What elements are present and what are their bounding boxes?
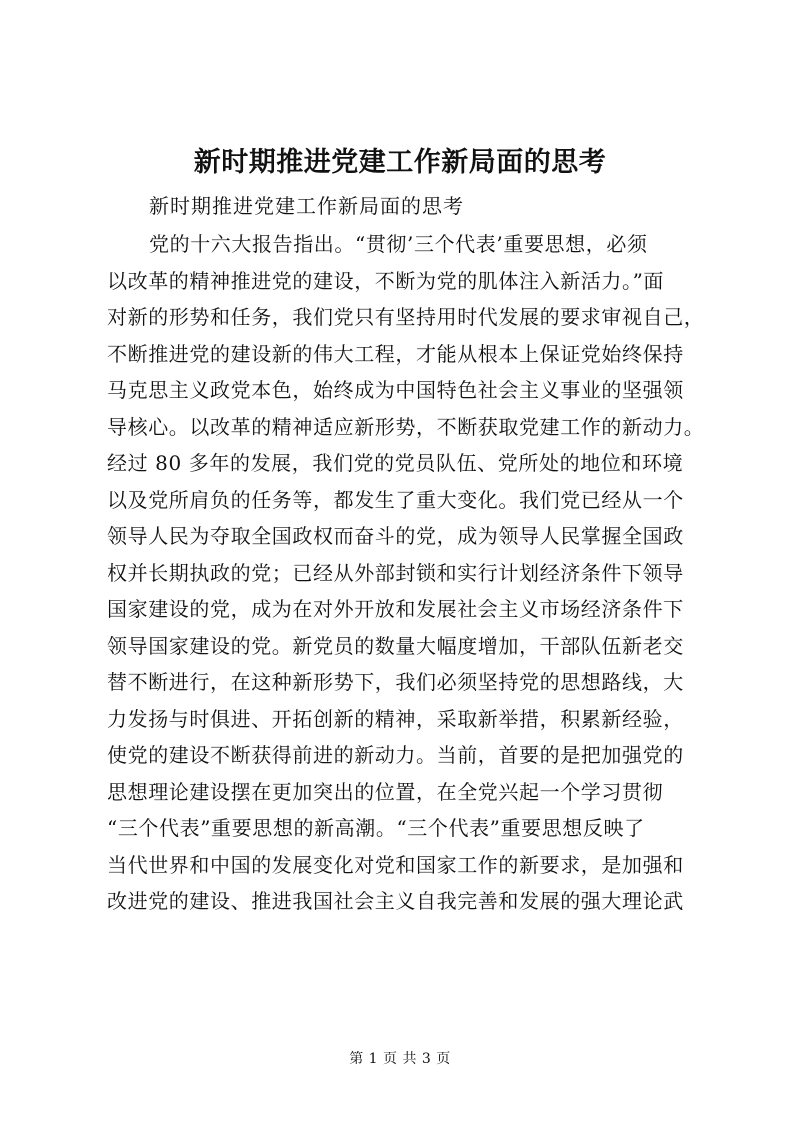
body-text-line: 力发扬与时俱进、开拓创新的精神，采取新举措，积累新经验， bbox=[107, 706, 684, 731]
body-text-line: 党的十六大报告指出。“贯彻’三个代表’重要思想，必须 bbox=[149, 232, 648, 256]
body-text-line: 马克思主义政党本色，始终成为中国特色社会主义事业的坚强领 bbox=[107, 378, 684, 402]
body-text-line: 对新的形势和任务，我们党只有坚持用时代发展的要求审视自己， bbox=[107, 305, 705, 329]
page-footer: 第 1 页 共 3 页 bbox=[349, 1051, 451, 1067]
body-text-line: 导核心。以改革的精神适应新形势，不断获取党建工作的新动力。 bbox=[107, 414, 705, 439]
body-text-line: 替不断进行，在这种新形势下，我们必须坚持党的思想路线，大 bbox=[107, 670, 684, 694]
body-text-line: 领导国家建设的党。新党员的数量大幅度增加，干部队伍新老交 bbox=[107, 633, 684, 658]
document-subtitle: 新时期推进党建工作新局面的思考 bbox=[149, 194, 464, 218]
document-title: 新时期推进党建工作新局面的思考 bbox=[193, 147, 607, 178]
body-text-line: 以及党所肩负的任务等，都发生了重大变化。我们党已经从一个 bbox=[107, 487, 684, 512]
body-text-line: 使党的建设不断获得前进的新动力。当前，首要的是把加强党的 bbox=[107, 743, 684, 767]
body-text-line: 思想理论建设摆在更加突出的位置，在全党兴起一个学习贯彻 bbox=[107, 779, 664, 804]
body-text-line: 不断推进党的建设新的伟大工程，才能从根本上保证党始终保持 bbox=[107, 341, 684, 366]
body-text-line: 当代世界和中国的发展变化对党和国家工作的新要求，是加强和 bbox=[107, 852, 684, 877]
body-text-line: “三个代表”重要思想的新高潮。“三个代表”重要思想反映了 bbox=[107, 816, 645, 840]
body-text-line: 经过 80 多年的发展，我们党的党员队伍、党所处的地位和环境 bbox=[107, 451, 684, 475]
body-text-line: 领导人民为夺取全国政权而奋斗的党，成为领导人民掌握全国政 bbox=[107, 524, 684, 548]
document-body bbox=[107, 226, 707, 920]
body-text-line: 权并长期执政的党；已经从外部封锁和实行计划经济条件下领导 bbox=[107, 560, 684, 585]
body-text-line: 国家建设的党，成为在对外开放和发展社会主义市场经济条件下 bbox=[107, 597, 684, 621]
body-text-line: 以改革的精神推进党的建设，不断为党的肌体注入新活力。”面 bbox=[107, 268, 665, 293]
body-text-line: 改进党的建设、推进我国社会主义自我完善和发展的强大理论武 bbox=[107, 889, 684, 913]
